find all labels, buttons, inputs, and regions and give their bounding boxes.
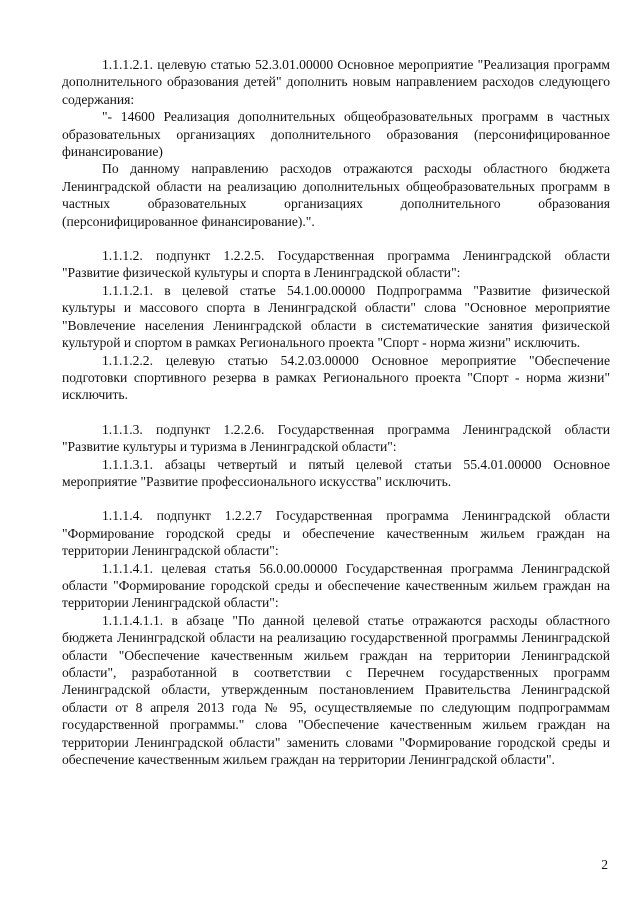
paragraph-direction-14600: "- 14600 Реализация дополнительных общеобразовательных программ в частных образовательных организациях дополнительного образования (персонифицированное финансирование): [62, 109, 610, 160]
paragraph-1-1-1-3: 1.1.1.3. подпункт 1.2.2.6. Государственная программа Ленинградской области "Развитие культуры и туризма в Ленинградской области":: [62, 421, 610, 455]
page-number: 2: [601, 857, 608, 872]
paragraph-1-1-1-2-2: 1.1.1.2.2. целевую статью 54.2.03.00000 Основное мероприятие "Обеспечение подготовки спортивного резерва в рамках Регионального проекта "Спорт - норма жизни" исключить.: [62, 352, 610, 403]
paragraph-1-1-1-4-1-1: 1.1.1.4.1.1. в абзаце "По данной целевой статье отражаются расходы областного бюджета Ленинградской области на реализацию государственной программы Ленинградской области "Обеспечение качественным жильем граждан на территории Ленинградской области", разработанной в соответствии с Перечнем государственных программ Ленинградской области, утвержденным постановлением Правительства Ленинградской области от 8 апреля 2013 года № 95, осуществляемые по следующим подпрограммам государственной программы." слова "Обеспечение качественным жильем граждан на территории Ленинградской области" заменить словами "Формирование городской среды и обеспечение качественным жильем граждан на территории Ленинградской области".: [62, 612, 610, 768]
paragraph-gap: [62, 404, 610, 421]
document-page: [62, 56, 610, 768]
paragraph-direction-description: По данному направлению расходов отражаются расходы областного бюджета Ленинградской области на реализацию дополнительных общеобразовательных программ в частных образовательных организациях дополнительного образования (персонифицированное финансирование).".: [62, 161, 610, 229]
paragraph-1-1-1-2: 1.1.1.2. подпункт 1.2.2.5. Государственная программа Ленинградской области "Развитие физической культуры и спорта в Ленинградской области":: [62, 248, 610, 281]
paragraph-gap: [62, 490, 610, 507]
paragraph-1-1-1-4: 1.1.1.4. подпункт 1.2.2.7 Государственная программа Ленинградской области "Формирование городской среды и обеспечение качественным жильем граждан на территории Ленинградской области":: [62, 508, 610, 559]
paragraph-1-1-1-4-1: 1.1.1.4.1. целевая статья 56.0.00.00000 Государственная программа Ленинградской области "Формирование городской среды и обеспечение качественным жильем граждан на территории Ленинградской области":: [62, 560, 610, 611]
paragraph-1-1-1-2-1: 1.1.1.2.1. целевую статью 52.3.01.00000 Основное мероприятие "Реализация программ дополнительного образования детей" дополнить новым направлением расходов следующего содержания:: [62, 57, 610, 107]
paragraph-gap: [62, 230, 610, 247]
paragraph-1-1-1-3-1: 1.1.1.3.1. абзацы четвертый и пятый целевой статьи 55.4.01.00000 Основное мероприятие "Развитие профессионального искусства" исключить.: [62, 456, 610, 489]
paragraph-1-1-1-2-1-sport: 1.1.1.2.1. в целевой статье 54.1.00.00000 Подпрограмма "Развитие физической культуры и массового спорта в Ленинградской области" слова "Основное мероприятие "Вовлечение населения Ленинградской области в систематические занятия физической культурой и спортом в рамках Регионального проекта "Спорт - норма жизни" исключить.: [62, 282, 610, 351]
